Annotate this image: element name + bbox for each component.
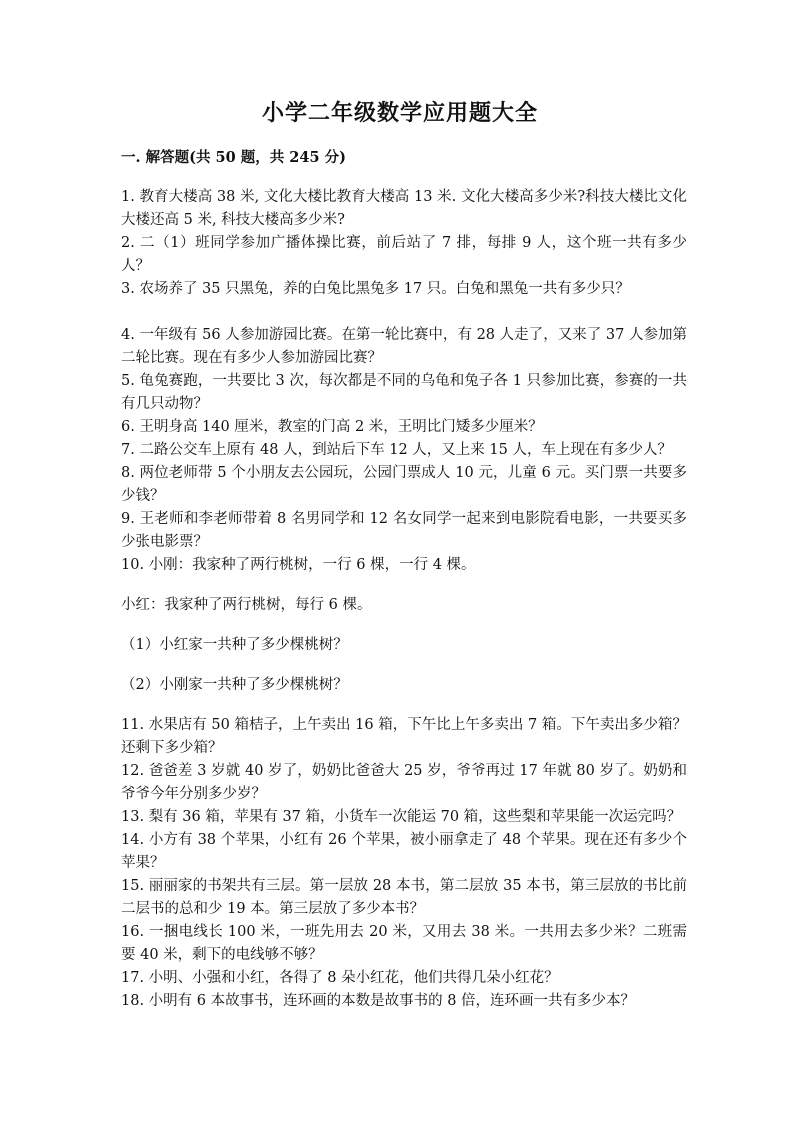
question-18: 18. 小明有 6 本故事书，连环画的本数是故事书的 8 倍，连环画一共有多少本？ bbox=[121, 993, 636, 1009]
page-title: 小学二年级数学应用题大全 bbox=[261, 100, 538, 126]
question-12: 12. 爸爸差 3 岁就 40 岁了，奶奶比爸爸大 25 岁，爷爷再过 17 年就 80 岁了。奶奶和爷爷今年分别多少岁？ bbox=[121, 763, 687, 802]
question-16: 16. 一捆电线长 100 米，一班先用去 20 米，又用去 38 米。一共用去多少米？二班需要 40 米，剩下的电线够不够？ bbox=[121, 924, 687, 963]
question-2: 2. 二（1）班同学参加广播体操比赛，前后站了 7 排，每排 9 人，这个班一共有多少人？ bbox=[121, 235, 687, 274]
question-5: 5. 龟兔赛跑，一共要比 3 次，每次都是不同的乌龟和兔子各 1 只参加比赛，参赛的一共有几只动物？ bbox=[121, 373, 687, 412]
question-3: 3. 农场养了 35 只黑兔，养的白兔比黑兔多 17 只。白兔和黑兔一共有多少只？ bbox=[121, 281, 630, 297]
question-list bbox=[121, 186, 687, 1013]
question-10-sub-1: （1）小红家一共种了多少棵桃树？ bbox=[121, 637, 348, 653]
question-1: 1. 教育大楼高 38 米, 文化大楼比教育大楼高 13 米. 文化大楼高多少米?科技大楼比文化大楼还高 5 米, 科技大楼高多少米? bbox=[121, 189, 687, 228]
question-6: 6. 王明身高 140 厘米，教室的门高 2 米，王明比门矮多少厘米？ bbox=[121, 419, 543, 435]
question-4: 4. 一年级有 56 人参加游园比赛。在第一轮比赛中，有 28 人走了，又来了 37 人参加第二轮比赛。现在有多少人参加游园比赛？ bbox=[121, 327, 687, 366]
section-heading: 一. 解答题(共 50 题，共 245 分) bbox=[121, 149, 346, 166]
question-8: 8. 两位老师带 5 个小朋友去公园玩，公园门票成人 10 元，儿童 6 元。买门票一共要多少钱？ bbox=[121, 465, 687, 504]
question-17: 17. 小明、小强和小红，各得了 8 朵小红花，他们共得几朵小红花？ bbox=[121, 970, 559, 986]
question-10-xiaohong: 小红：我家种了两行桃树，每行 6 棵。 bbox=[121, 597, 372, 613]
question-11: 11. 水果店有 50 箱桔子，上午卖出 16 箱，下午比上午多卖出 7 箱。下午卖出多少箱？还剩下多少箱？ bbox=[121, 717, 687, 756]
question-9: 9. 王老师和李老师带着 8 名男同学和 12 名女同学一起来到电影院看电影，一共要买多少张电影票？ bbox=[121, 511, 687, 550]
question-13: 13. 梨有 36 箱，苹果有 37 箱，小货车一次能运 70 箱，这些梨和苹果能一次运完吗？ bbox=[121, 809, 682, 825]
question-10: 10. 小刚：我家种了两行桃树，一行 6 棵，一行 4 棵。 bbox=[121, 557, 476, 573]
question-14: 14. 小方有 38 个苹果，小红有 26 个苹果，被小丽拿走了 48 个苹果。现在还有多少个苹果？ bbox=[121, 832, 687, 871]
question-15: 15. 丽丽家的书架共有三层。第一层放 28 本书，第二层放 35 本书，第三层放的书比前二层书的总和少 19 本。第三层放了多少本书？ bbox=[121, 878, 687, 917]
question-10-sub-2: （2）小刚家一共种了多少棵桃树？ bbox=[121, 677, 348, 693]
question-7: 7. 二路公交车上原有 48 人，到站后下车 12 人，又上来 15 人，车上现在有多少人？ bbox=[121, 442, 672, 458]
